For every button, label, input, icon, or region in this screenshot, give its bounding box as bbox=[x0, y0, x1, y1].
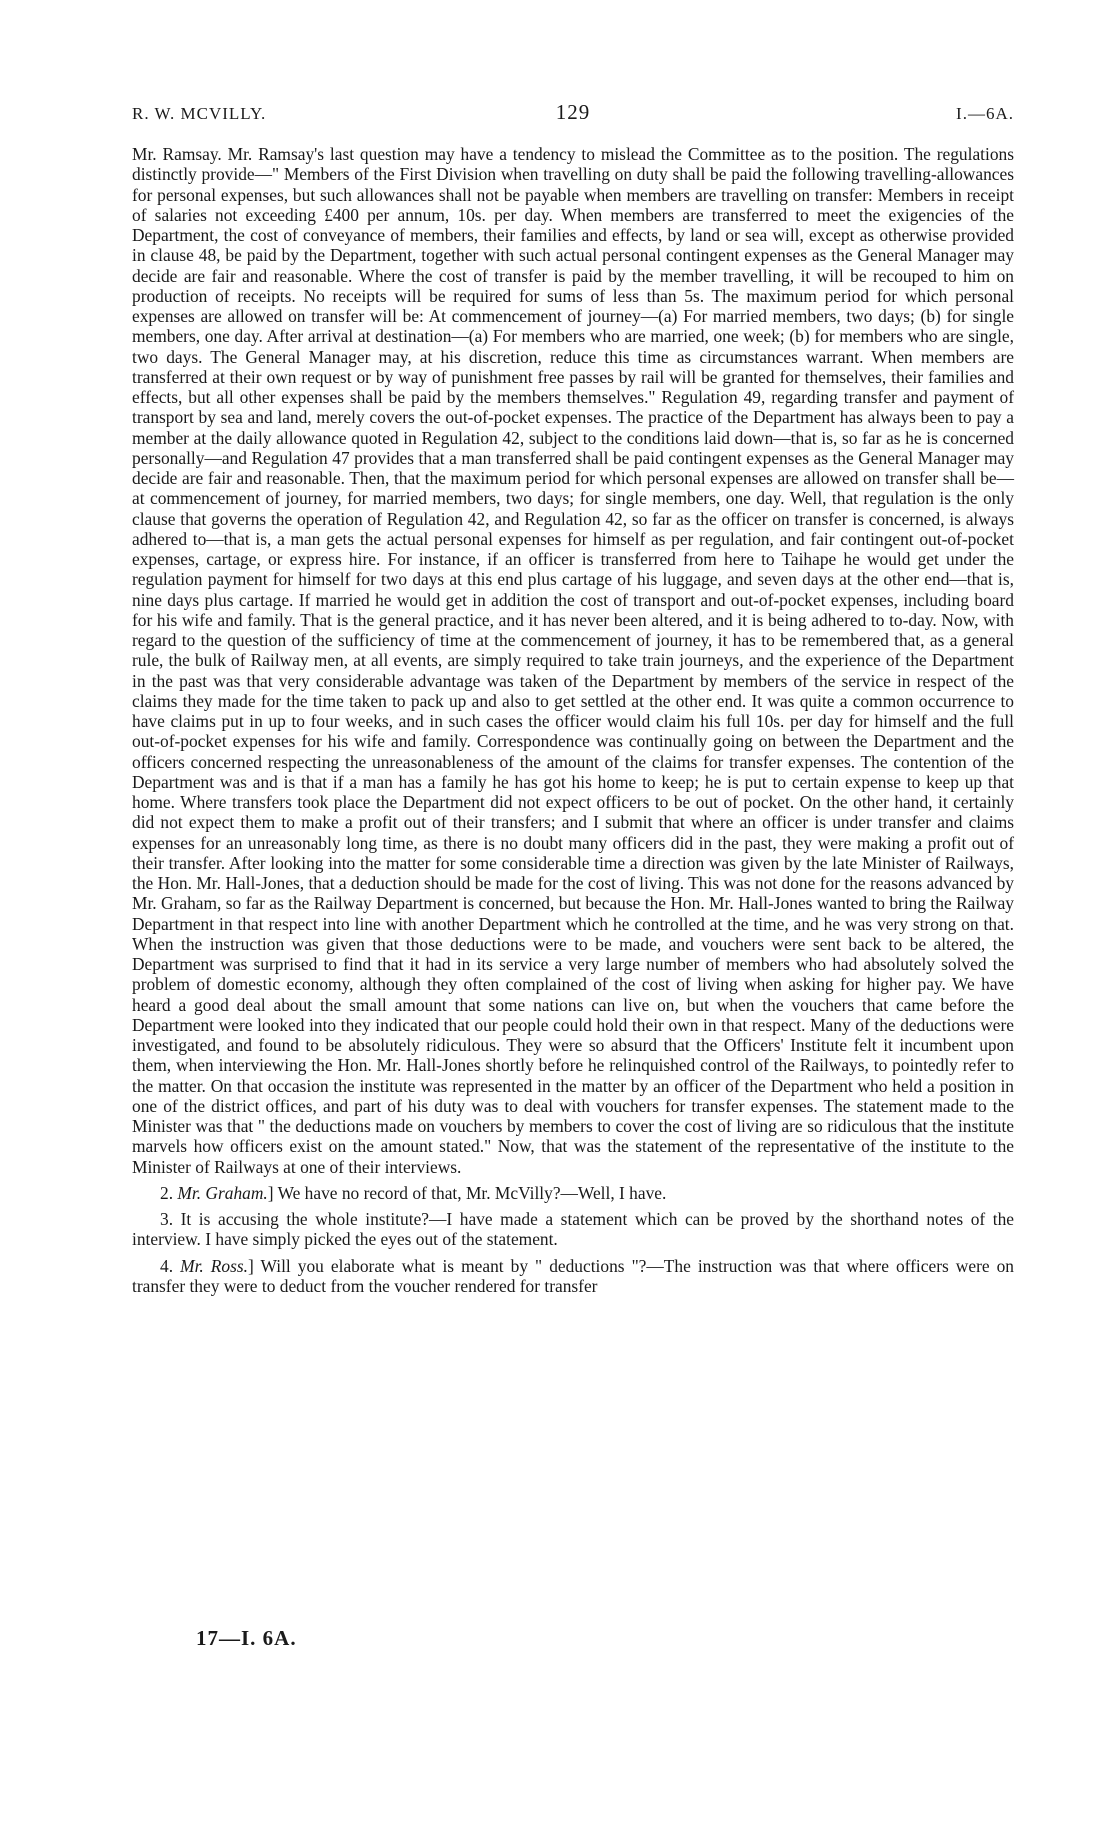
question-number: 4. bbox=[160, 1255, 174, 1276]
question-text: ] Will you elaborate what is meant by " deductions "?—The instruction was that where officers were on transfer they were to deduct from the voucher rendered for transfer bbox=[132, 1255, 1015, 1296]
question-text: ] We have no record of that, Mr. McVilly?—Well, I have. bbox=[267, 1182, 667, 1203]
question-number: 2. bbox=[160, 1182, 174, 1203]
question-4 bbox=[132, 1256, 1014, 1297]
page-number: 129 bbox=[555, 100, 591, 124]
body-text bbox=[132, 144, 1014, 1296]
header-paper-reference: I.—6A. bbox=[956, 104, 1014, 123]
question-3: 3. It is accusing the whole institute?—I have made a statement which can be proved by the shorthand notes of the interview. I have simply picked the eyes out of the statement. bbox=[132, 1209, 1014, 1250]
speaker-name: Mr. Ross. bbox=[180, 1255, 249, 1276]
signature-mark: 17—I. 6A. bbox=[196, 1626, 297, 1650]
speaker-name: Mr. Graham. bbox=[177, 1182, 268, 1203]
running-header bbox=[132, 100, 1014, 134]
question-2 bbox=[132, 1183, 1014, 1203]
header-witness-name: R. W. MCVILLY. bbox=[132, 104, 267, 123]
paragraph-evidence: Mr. Ramsay. Mr. Ramsay's last question may have a tendency to mislead the Committee as to the position. The regulations distinctly provide—" Members of the First Division when travelling on duty shall be paid the following travelling-allowances for personal expenses, but such allowances shall not be payable when members are travelling on transfer: Members in receipt of salaries not exceeding £400 per annum, 10s. per day. When members are transferred to meet the exigencies of the Department, the cost of conveyance of members, their families and effects, by land or sea will, except as otherwise provided in clause 48, be paid by the Department, together with such actual personal contingent expenses as the General Manager may decide are fair and reasonable. Where the cost of transfer is paid by the member travelling, it will be recouped to him on production of receipts. No receipts will be required for sums of less than 5s. The maximum period for which personal expenses are allowed on transfer will be: At commencement of journey—(a) For married members, two days; (b) for single members, one day. After arrival at destination—(a) For members who are married, one week; (b) for members who are single, two days. The General Manager may, at his discretion, reduce this time as circumstances warrant. When members are transferred at their own request or by way of punishment free passes by rail will be granted for themselves, their families and effects, but all other expenses shall be paid by the members themselves." Regulation 49, regarding transfer and payment of transport by sea and land, merely covers the out-of-pocket expenses. The practice of the Department has always been to pay a member at the daily allowance quoted in Regulation 42, subject to the conditions laid down—that is, so far as he is concerned personally—and Regulation 47 provides that a man transferred shall be paid contingent expenses as the General Manager may decide are fair and reasonable. Then, that the maximum period for which personal expenses are allowed on transfer shall be—at commencement of journey, for married members, two days; for single members, one day. Well, that regulation is the only clause that governs the operation of Regulation 42, and Regulation 42, so far as the officer on transfer is concerned, is always adhered to—that is, a man gets the actual personal expenses for himself as per regulation, and fair contingent out-of-pocket expenses, cartage, or express hire. For instance, if an officer is transferred from here to Taihape he would get under the regulation payment for himself for two days at this end plus cartage of his luggage, and seven days at the other end—that is, nine days plus cartage. If married he would get in addition the cost of transport and out-of-pocket expenses, including board for his wife and family. That is the general practice, and it has never been altered, and it is being adhered to to-day. Now, with regard to the question of the sufficiency of time at the commencement of journey, it has to be remembered that, as a general rule, the bulk of Railway men, at all events, are simply required to take train journeys, and the experience of the Department in the past was that very considerable advantage was taken of the Department by members of the service in respect of the claims they made for the time taken to pack up and also to get settled at the other end. It was quite a common occurrence to have claims put in up to four weeks, and in such cases the officer would claim his full 10s. per day for himself and the full out-of-pocket expenses for his wife and family. Correspondence was continually going on between the Department and the officers concerned respecting the unreasonableness of the amount of the claims for transfer expenses. The contention of the Department was and is that if a man has a family he has got his home to keep; he is put to certain expense to keep up that home. Where transfers took place the Department did not expect officers to be out of pocket. On the other hand, it certainly did not expect them to make a profit out of their transfers; and I submit that where an officer is under transfer and claims expenses for an unreasonably long time, as there is no doubt many officers did in the past, they were making a profit out of their transfer. After looking into the matter for some considerable time a direction was given by the late Minister of Railways, the Hon. Mr. Hall-Jones, that a deduction should be made for the cost of living. This was not done for the reasons advanced by Mr. Graham, so far as the Railway Department is concerned, but because the Hon. Mr. Hall-Jones wanted to bring the Railway Department in that respect into line with another Department which he controlled at the time, and he was very strong on that. When the instruction was given that those deductions were to be made, and vouchers were sent back to be altered, the Department was surprised to find that it had in its service a very large number of members who had absolutely solved the problem of domestic economy, although they often complained of the cost of living when asking for higher pay. We have heard a good deal about the small amount that some nations can live on, but when the vouchers that came before the Department were looked into they indicated that our people could hold their own in that respect. Many of the deductions were investigated, and found to be absolutely ridiculous. They were so absurd that the Officers' Institute felt it incumbent upon them, when interviewing the Hon. Mr. Hall-Jones shortly before he relinquished control of the Railways, to pointedly refer to the matter. On that occasion the institute was represented in the matter by an officer of the Department who held a position in one of the district offices, and part of his duty was to deal with vouchers for transfer expenses. The statement made to the Minister was that " the deductions made on vouchers by members to cover the cost of living are so ridiculous that the institute marvels how officers exist on the amount stated." Now, that was the statement of the representative of the institute to the Minister of Railways at one of their interviews. bbox=[132, 144, 1014, 1177]
